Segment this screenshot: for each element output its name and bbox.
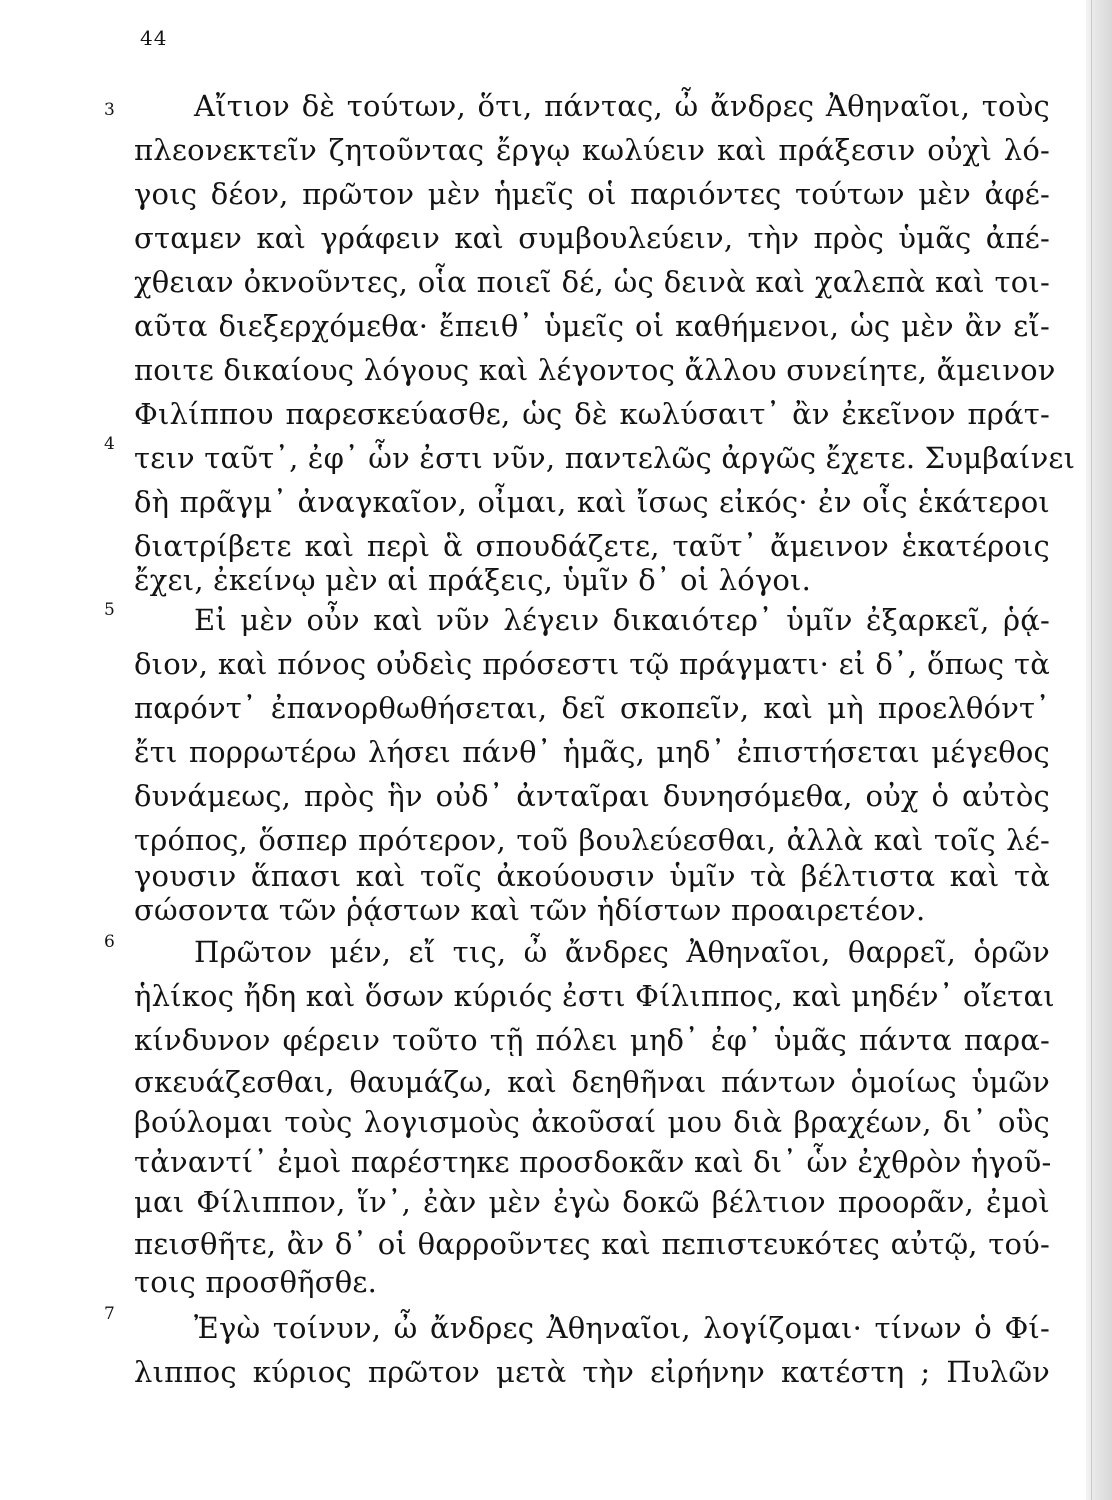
text-line: τρόπος, ὅσπερ πρότερον, τοῦ βουλεύεσθαι, ἀλλὰ καὶ τοῖς λέ- <box>134 823 1050 857</box>
text-line: Φιλίππου παρεσκεύασθε, ὡς δὲ κωλύσαιτ᾽ ἂν ἐκεῖνον πράτ- <box>134 397 1050 431</box>
page-edge-line <box>1091 0 1092 1500</box>
text-line: σκευάζεσθαι, θαυμάζω, καὶ δεηθῆναι πάντων ὁμοίως ὑμῶν <box>134 1065 1050 1099</box>
text-line: ἔχει, ἐκείνῳ μὲν αἱ πράξεις, ὑμῖν δ᾽ οἱ λόγοι. <box>134 563 812 597</box>
text-line: γοις δέον, πρῶτον μὲν ἡμεῖς οἱ παριόντες τούτων μὲν ἀφέ- <box>134 177 1050 211</box>
text-line: διατρίβετε καὶ περὶ ἃ σπουδάζετε, ταῦτ᾽ ἄμεινον ἑκατέροις <box>134 529 1050 563</box>
page-number: 44 <box>140 26 168 50</box>
text-line: Πρῶτον μέν, εἴ τις, ὦ ἄνδρες Ἀθηναῖοι, θαρρεῖ, ὁρῶν <box>194 935 1050 969</box>
text-line: αῦτα διεξερχόμεθα· ἔπειθ᾽ ὑμεῖς οἱ καθήμενοι, ὡς μὲν ἂν εἴ- <box>134 309 1050 343</box>
section-number-3: 3 <box>104 100 115 120</box>
text-line: τοις προσθῆσθε. <box>134 1265 378 1299</box>
text-line: πεισθῆτε, ἂν δ᾽ οἱ θαρροῦντες καὶ πεπιστευκότες αὐτῷ, τού- <box>134 1227 1050 1261</box>
text-line: Αἴτιον δὲ τούτων, ὅτι, πάντας, ὦ ἄνδρες Ἀθηναῖοι, τοὺς <box>194 89 1050 123</box>
section-number-5: 5 <box>104 600 115 620</box>
text-line: δὴ πρᾶγμ᾽ ἀναγκαῖον, οἶμαι, καὶ ἴσως εἰκός· ἐν οἷς ἑκάτεροι <box>134 485 1050 519</box>
text-line: ποιτε δικαίους λόγους καὶ λέγοντος ἄλλου συνείητε, ἄμεινον <box>134 353 1056 387</box>
text-line: Εἰ μὲν οὖν καὶ νῦν λέγειν δικαιότερ᾽ ὑμῖν ἐξαρκεῖ, ῥᾴ- <box>194 603 1050 637</box>
text-line: Ἐγὼ τοίνυν, ὦ ἄνδρες Ἀθηναῖοι, λογίζομαι· τίνων ὁ Φί- <box>194 1311 1050 1345</box>
text-line: δυνάμεως, πρὸς ἣν οὐδ᾽ ἀνταῖραι δυνησόμεθα, οὐχ ὁ αὐτὸς <box>134 779 1050 813</box>
section-number-7: 7 <box>104 1304 115 1324</box>
text-line: διον, καὶ πόνος οὐδεὶς πρόσεστι τῷ πράγματι· εἰ δ᾽, ὅπως τὰ <box>134 647 1050 681</box>
text-line: γουσιν ἅπασι καὶ τοῖς ἀκούουσιν ὑμῖν τὰ βέλτιστα καὶ τὰ <box>134 859 1050 893</box>
text-line: ἔτι πορρωτέρω λήσει πάνθ᾽ ἡμᾶς, μηδ᾽ ἐπιστήσεται μέγεθος <box>134 735 1050 769</box>
text-line: κίνδυνον φέρειν τοῦτο τῇ πόλει μηδ᾽ ἐφ᾽ ὑμᾶς πάντα παρα- <box>134 1023 1050 1057</box>
text-line: βούλομαι τοὺς λογισμοὺς ἀκοῦσαί μου διὰ βραχέων, δι᾽ οὓς <box>134 1105 1050 1139</box>
text-line: τἀναντί᾽ ἐμοὶ παρέστηκε προσδοκᾶν καὶ δι᾽ ὧν ἐχθρὸν ἡγοῦ- <box>134 1145 1052 1179</box>
section-number-6: 6 <box>104 932 115 952</box>
text-line: πλεονεκτεῖν ζητοῦντας ἔργῳ κωλύειν καὶ πράξεσιν οὐχὶ λό- <box>134 133 1050 167</box>
text-line: σταμεν καὶ γράφειν καὶ συμβουλεύειν, τὴν πρὸς ὑμᾶς ἀπέ- <box>134 221 1050 255</box>
text-line: λιππος κύριος πρῶτον μετὰ τὴν εἰρήνην κατέστη ; Πυλῶν <box>134 1355 1050 1389</box>
text-line: τειν ταῦτ᾽, ἐφ᾽ ὧν ἐστι νῦν, παντελῶς ἀργῶς ἔχετε. Συμβαίνει <box>134 441 1076 475</box>
text-line: σώσοντα τῶν ῥᾴστων καὶ τῶν ἡδίστων προαιρετέον. <box>134 893 926 927</box>
text-line: παρόντ᾽ ἐπανορθωθήσεται, δεῖ σκοπεῖν, καὶ μὴ προελθόντ᾽ <box>134 691 1050 725</box>
section-number-4: 4 <box>104 434 115 454</box>
text-line: μαι Φίλιππον, ἵν᾽, ἐὰν μὲν ἐγὼ δοκῶ βέλτιον προορᾶν, ἐμοὶ <box>134 1185 1050 1219</box>
page-edge-shadow <box>1086 0 1112 1500</box>
text-line: ἡλίκος ἤδη καὶ ὅσων κύριός ἐστι Φίλιππος, καὶ μηδέν᾽ οἴεται <box>134 979 1055 1013</box>
text-line: χθειαν ὀκνοῦντες, οἷα ποιεῖ δέ, ὡς δεινὰ καὶ χαλεπὰ καὶ τοι- <box>134 265 1050 299</box>
